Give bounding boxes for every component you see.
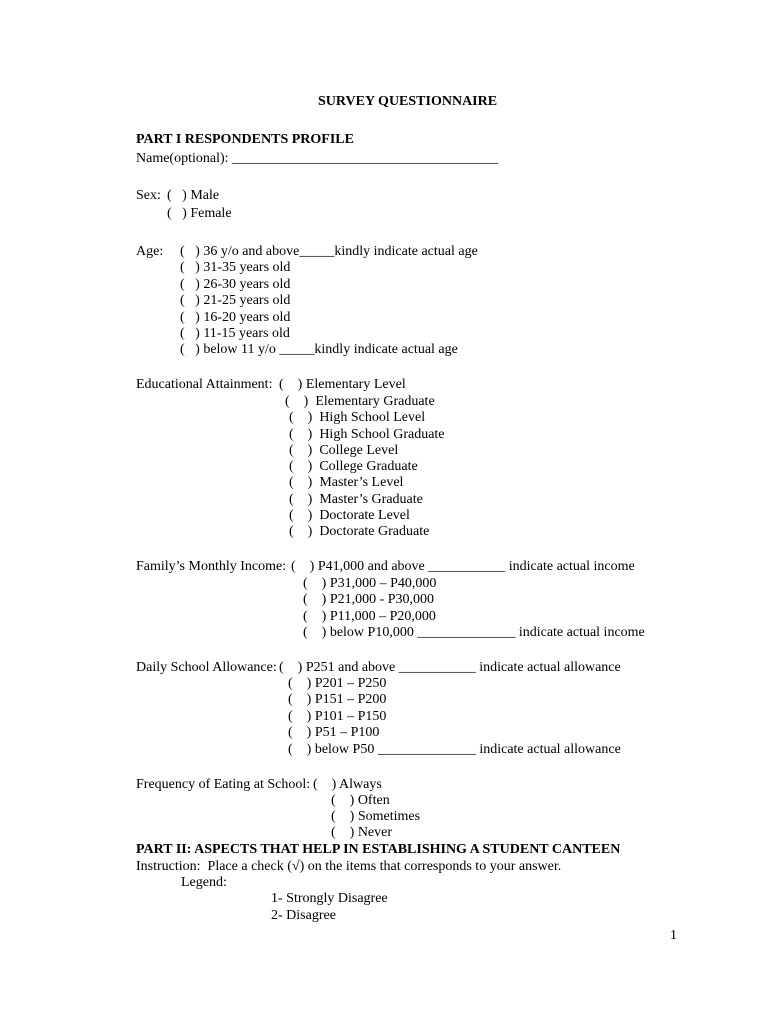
education-option: ( ) High School Level — [289, 410, 426, 425]
allowance-option: ( ) P251 and above ___________ indicate actual allowance — [279, 660, 621, 675]
frequency-option: ( ) Often — [331, 793, 390, 808]
education-option: ( ) College Level — [289, 443, 399, 458]
frequency-option: ( ) Sometimes — [331, 809, 421, 824]
income-option: ( ) P31,000 – P40,000 — [303, 576, 437, 591]
legend-label: Legend: — [181, 875, 227, 890]
allowance-option: ( ) P151 – P200 — [288, 692, 387, 707]
allowance-option: ( ) below P50 ______________ indicate actual allowance — [288, 742, 621, 757]
education-option: ( ) College Graduate — [289, 459, 418, 474]
age-option: ( ) 11-15 years old — [180, 326, 290, 341]
age-option: ( ) 16-20 years old — [180, 310, 291, 325]
age-option: ( ) 26-30 years old — [180, 277, 291, 292]
age-option: ( ) below 11 y/o _____kindly indicate actual age — [180, 342, 458, 357]
income-option: ( ) P11,000 – P20,000 — [303, 609, 436, 624]
education-option: ( ) Master’s Graduate — [289, 492, 423, 507]
age-option: ( ) 21-25 years old — [180, 293, 291, 308]
survey-title: SURVEY QUESTIONNAIRE — [318, 94, 498, 109]
allowance-option: ( ) P51 – P100 — [288, 725, 380, 740]
part2-heading: PART II: ASPECTS THAT HELP IN ESTABLISHING A STUDENT CANTEEN — [136, 842, 621, 857]
education-option: ( ) Elementary Level — [279, 377, 406, 392]
frequency-option: ( ) Never — [331, 825, 393, 840]
legend-item: 2- Disagree — [271, 908, 336, 923]
age-label: Age: — [136, 244, 164, 259]
page-number: 1 — [670, 928, 677, 943]
age-option: ( ) 36 y/o and above_____kindly indicate actual age — [180, 244, 478, 259]
income-option: ( ) P41,000 and above ___________ indicate actual income — [291, 559, 635, 574]
education-option: ( ) High School Graduate — [289, 427, 445, 442]
education-option: ( ) Master’s Level — [289, 475, 404, 490]
education-option: ( ) Elementary Graduate — [285, 394, 435, 409]
part1-heading: PART I RESPONDENTS PROFILE — [136, 132, 354, 147]
allowance-label: Daily School Allowance: — [136, 660, 277, 675]
name-field-line: Name(optional): ______________________________________ — [136, 151, 499, 166]
income-option: ( ) P21,000 - P30,000 — [303, 592, 435, 607]
instruction-text: Instruction: Place a check (√) on the items that corresponds to your answer. — [136, 859, 562, 874]
education-label: Educational Attainment: — [136, 377, 273, 392]
sex-label: Sex: — [136, 188, 161, 203]
income-option: ( ) below P10,000 ______________ indicate actual income — [303, 625, 645, 640]
legend-item: 1- Strongly Disagree — [271, 891, 388, 906]
age-option: ( ) 31-35 years old — [180, 260, 291, 275]
sex-option-male: ( ) Male — [167, 188, 220, 203]
frequency-label: Frequency of Eating at School: — [136, 777, 311, 792]
allowance-option: ( ) P101 – P150 — [288, 709, 387, 724]
income-label: Family’s Monthly Income: — [136, 559, 287, 574]
education-option: ( ) Doctorate Graduate — [289, 524, 430, 539]
frequency-option: ( ) Always — [313, 777, 382, 792]
education-option: ( ) Doctorate Level — [289, 508, 410, 523]
allowance-option: ( ) P201 – P250 — [288, 676, 387, 691]
sex-option-female: ( ) Female — [167, 206, 232, 221]
